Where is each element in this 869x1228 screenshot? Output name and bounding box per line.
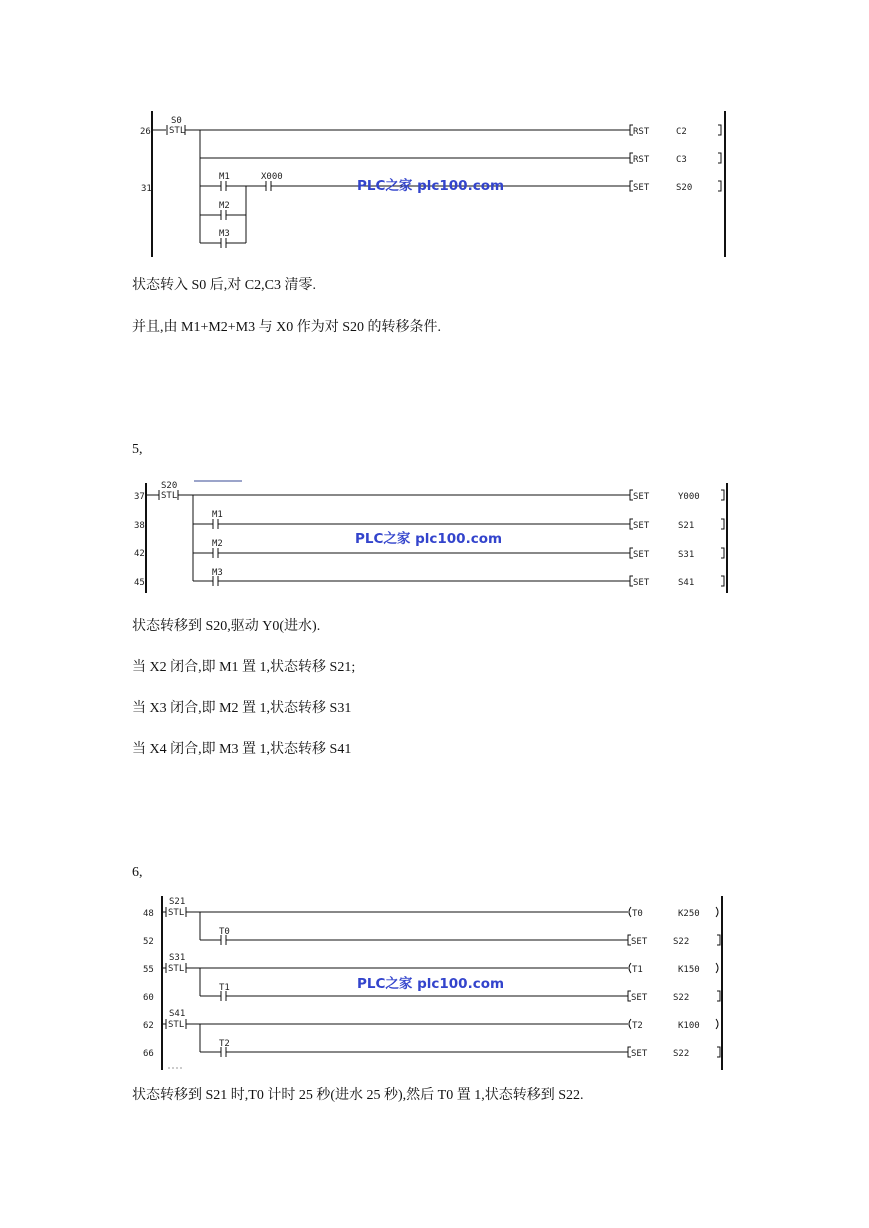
ladder-diagram-3 — [0, 892, 869, 1072]
stl-text: STL — [168, 964, 185, 974]
timer-name: T2 — [632, 1021, 643, 1031]
step-number: 31 — [141, 184, 152, 194]
stl-text: STL — [168, 908, 185, 918]
paragraph: 并且,由 M1+M2+M3 与 X0 作为对 S20 的转移条件. — [132, 320, 442, 335]
ladder-diagram-2 — [0, 475, 869, 600]
stl-label: S41 — [169, 1009, 186, 1019]
watermark: PLC之家 plc100.com — [355, 531, 503, 547]
set-arg: S22 — [673, 937, 690, 947]
step-number: 66 — [143, 1049, 154, 1059]
stl-label: S0 — [171, 116, 182, 126]
contact-label: M3 — [219, 229, 230, 239]
stl-label: S20 — [161, 481, 178, 491]
set-arg: S22 — [673, 993, 690, 1003]
contact-label: M1 — [219, 172, 230, 182]
stl-text: STL — [168, 1020, 185, 1030]
contact-label: X000 — [261, 172, 283, 182]
step-number: 42 — [134, 549, 145, 559]
contact-label: M2 — [219, 201, 230, 211]
set-arg: S22 — [673, 1049, 690, 1059]
timer-k: K150 — [678, 965, 700, 975]
step-number: 45 — [134, 578, 145, 588]
paragraph: 当 X4 闭合,即 M3 置 1,状态转移 S41 — [132, 742, 352, 757]
output-arg: S20 — [676, 183, 693, 193]
watermark: PLC之家 plc100.com — [357, 976, 505, 992]
stl-label: S31 — [169, 953, 186, 963]
ladder-diagram-1 — [0, 105, 869, 265]
timer-k: K250 — [678, 909, 700, 919]
output-arg: S41 — [678, 578, 695, 588]
contact-label: M3 — [212, 568, 223, 578]
contact-label: T1 — [219, 983, 230, 993]
step-number: 37 — [134, 492, 145, 502]
output-arg: Y000 — [678, 492, 700, 502]
stl-text: STL — [169, 126, 186, 136]
step-number: 26 — [140, 127, 151, 137]
paragraph: 状态转入 S0 后,对 C2,C3 清零. — [132, 278, 316, 293]
set-cmd: SET — [631, 937, 648, 947]
step-number: 38 — [134, 521, 145, 531]
section-number: 6, — [132, 865, 143, 880]
output-cmd: RST — [633, 127, 650, 137]
output-arg: C3 — [676, 155, 687, 165]
output-arg: C2 — [676, 127, 687, 137]
output-cmd: SET — [633, 521, 650, 531]
watermark: PLC之家 plc100.com — [357, 178, 505, 194]
paragraph: 当 X3 闭合,即 M2 置 1,状态转移 S31 — [132, 701, 352, 716]
paragraph: 状态转移到 S21 时,T0 计时 25 秒(进水 25 秒),然后 T0 置 1,状态转移到 S22. — [132, 1088, 584, 1103]
contact-label: T0 — [219, 927, 230, 937]
stl-label: S21 — [169, 897, 186, 907]
output-cmd: RST — [633, 155, 650, 165]
step-number: 62 — [143, 1021, 154, 1031]
output-cmd: SET — [633, 578, 650, 588]
output-cmd: SET — [633, 183, 650, 193]
output-arg: S31 — [678, 550, 695, 560]
output-arg: S21 — [678, 521, 695, 531]
contact-label: M1 — [212, 510, 223, 520]
contact-label: T2 — [219, 1039, 230, 1049]
output-cmd: SET — [633, 492, 650, 502]
set-cmd: SET — [631, 993, 648, 1003]
stl-text: STL — [161, 491, 178, 501]
set-cmd: SET — [631, 1049, 648, 1059]
step-number: 52 — [143, 937, 154, 947]
step-number: 60 — [143, 993, 154, 1003]
section-number: 5, — [132, 442, 143, 457]
step-number: 48 — [143, 909, 154, 919]
contact-label: M2 — [212, 539, 223, 549]
paragraph: 当 X2 闭合,即 M1 置 1,状态转移 S21; — [132, 660, 356, 675]
timer-name: T1 — [632, 965, 643, 975]
paragraph: 状态转移到 S20,驱动 Y0(进水). — [132, 619, 321, 634]
timer-name: T0 — [632, 909, 643, 919]
timer-k: K100 — [678, 1021, 700, 1031]
output-cmd: SET — [633, 550, 650, 560]
step-number: 55 — [143, 965, 154, 975]
